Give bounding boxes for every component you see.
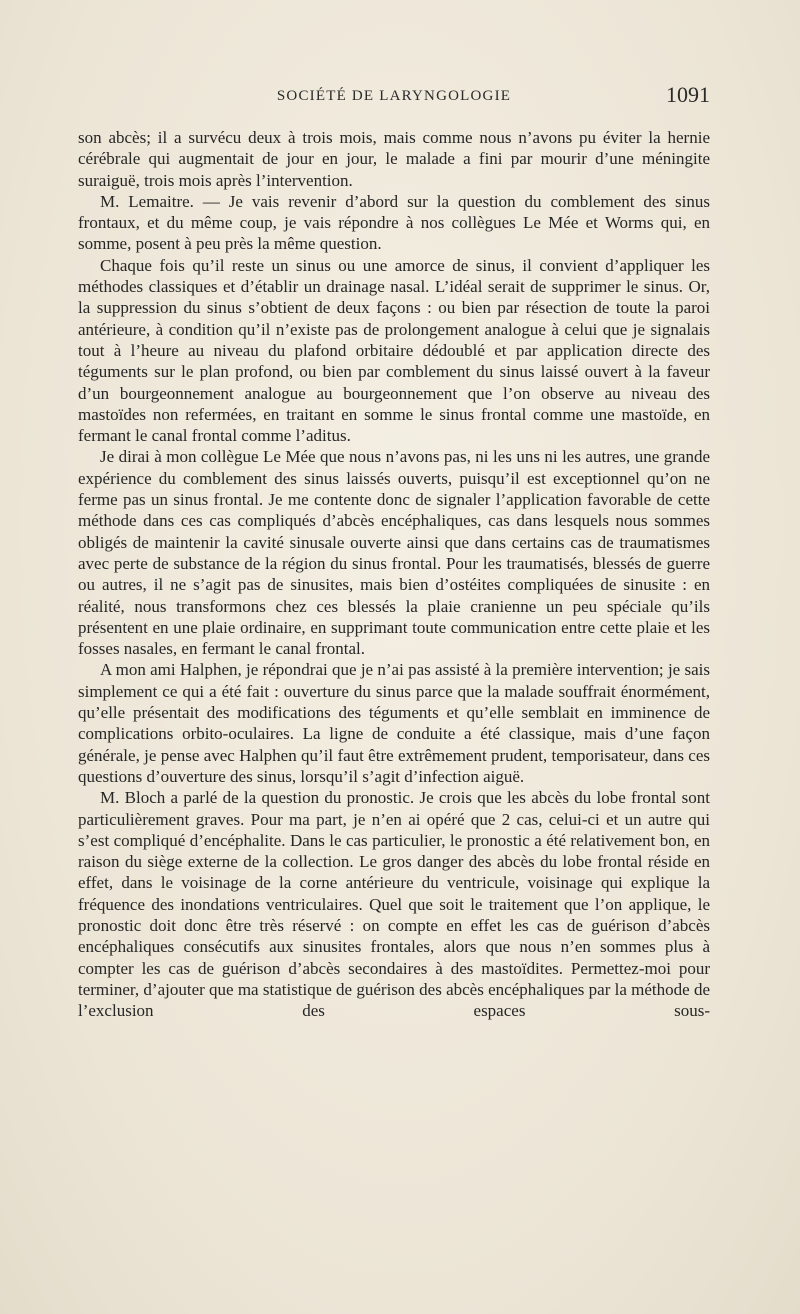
- paragraph: M. Lemaitre. — Je vais revenir d’abord sur la question du comblement des sinus frontaux, et du même coup, je vais répondre à nos collègues Le Mée et Worms qui, en somme, posent à peu près la même question.: [78, 191, 710, 254]
- paragraph: Je dirai à mon collègue Le Mée que nous n’avons pas, ni les uns ni les autres, une grande expérience du comblement des sinus laissés ouverts, puisqu’il est exceptionnel qu’on ne ferme pas un sinus frontal. Je me contente donc de signaler l’application favorable de cette méthode dans ces cas compliqués d’abcès encéphaliques, cas dans lesquels nous sommes obligés de maintenir la cavité sinusale ouverte ainsi que dans certains cas de traumatismes avec perte de substance de la région du sinus frontal. Pour les traumatisés, blessés de guerre ou autres, il ne s’agit pas de sinusites, mais bien d’ostéites compliquées de sinusite : en réalité, nous transformons chez ces blessés la plaie cranienne un peu spéciale qu’ils présentent en une plaie ordinaire, en supprimant toute communication entre cette plaie et les fosses nasales, en fermant le canal frontal.: [78, 447, 710, 659]
- paragraph: Chaque fois qu’il reste un sinus ou une amorce de sinus, il convient d’appliquer les méthodes classiques et d’établir un drainage nasal. L’idéal serait de supprimer le sinus. Or, la suppression du sinus s’obtient de deux façons : ou bien par résection de toute la paroi antérieure, à condition qu’il n’existe pas de prolongement analogue à celui que je signalais tout à l’heure au niveau du plafond orbitaire dédoublé et par application directe des téguments sur le plan profond, ou bien par comblement du sinus laissé ouvert à la faveur d’un bourgeonnement analogue au bourgeonnement que l’on observe au niveau des mastoïdes non refermées, en traitant en somme le sinus frontal comme une mastoïde, en fermant le canal frontal comme l’aditus.: [78, 255, 710, 446]
- running-title: SOCIÉTÉ DE LARYNGOLOGIE: [276, 88, 512, 104]
- paragraph: M. Bloch a parlé de la question du pronostic. Je crois que les abcès du lobe frontal sont particulièrement graves. Pour ma part, je n’en ai opéré que 2 cas, celui-ci et un autre qui s’est compliqué d’encéphalite. Dans le cas particulier, le pronostic a été relativement bon, en raison du siège externe de la collection. Le gros danger des abcès du lobe frontal réside en effet, dans le voisinage de la corne antérieure du ventricule, voisinage qui explique la fréquence des inondations ventriculaires. Quel que soit le traitement que l’on applique, le pronostic doit donc être très réservé : on compte en effet les cas de guérison d’abcès encéphaliques consécutifs aux sinusites frontales, alors que nous n’en sommes plus à compter les cas de guérison d’abcès secondaires à des mastoïdites. Permettez-moi pour terminer, d’ajouter que ma statistique de guérison des abcès encéphaliques par la méthode de l’exclusion des espaces sous-: [78, 788, 710, 1021]
- paragraph: son abcès; il a survécu deux à trois mois, mais comme nous n’avons pu éviter la hernie cérébrale qui augmentait de jour en jour, le malade a fini par mourir d’une méningite suraiguë, trois mois après l’intervention.: [78, 128, 710, 190]
- body-text: [78, 127, 710, 1021]
- paragraph: A mon ami Halphen, je répondrai que je n’ai pas assisté à la première intervention; je sais simplement ce qui a été fait : ouverture du sinus parce que la malade souffrait énormément, qu’elle présentait des modifications des téguments et qu’elle semblait en imminence de complications orbito-oculaires. La ligne de conduite a été classique, mais d’une façon générale, je pense avec Halphen qu’il faut être extrêmement prudent, temporisateur, dans ces questions d’ouverture des sinus, lorsqu’il s’agit d’infection aiguë.: [78, 660, 710, 786]
- page-number: 1091: [666, 82, 710, 107]
- page-header: [78, 82, 710, 116]
